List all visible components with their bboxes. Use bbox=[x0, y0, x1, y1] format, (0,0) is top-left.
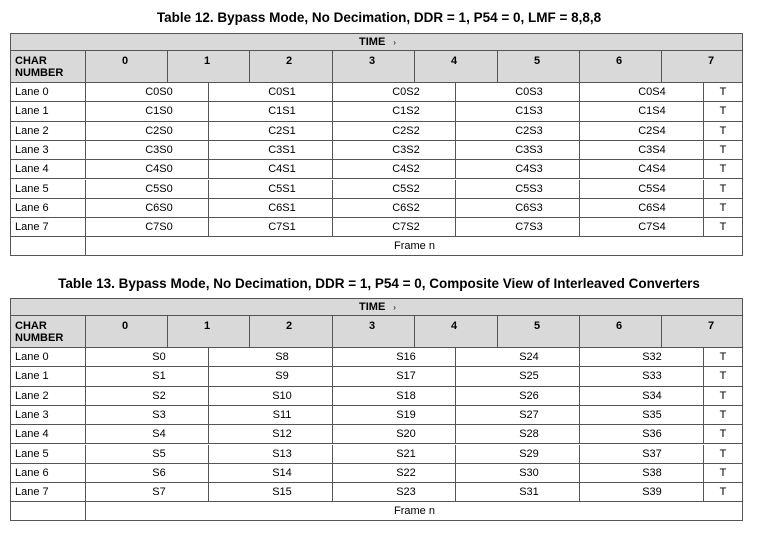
table-cell: T bbox=[719, 370, 727, 383]
lane-label: Lane 5 bbox=[15, 447, 49, 460]
frame-footer-row bbox=[10, 502, 743, 521]
column-header-6: 6 bbox=[616, 55, 623, 67]
table-row bbox=[10, 483, 743, 502]
lane-label: Lane 4 bbox=[15, 163, 49, 176]
table-row bbox=[10, 367, 743, 386]
column-header-2: 2 bbox=[286, 320, 293, 332]
table-cell: S26 bbox=[519, 389, 539, 402]
table-cell: S17 bbox=[396, 370, 416, 383]
char-label: CHAR bbox=[15, 319, 47, 332]
table-row bbox=[10, 348, 743, 367]
lane-label: Lane 3 bbox=[15, 409, 49, 422]
table-cell: S19 bbox=[396, 409, 416, 422]
table-cell: S21 bbox=[396, 447, 416, 460]
table-cell: S12 bbox=[272, 428, 292, 441]
lane-label: Lane 0 bbox=[15, 86, 49, 99]
table-cell: T bbox=[719, 182, 727, 195]
column-header-row bbox=[10, 316, 743, 348]
table-cell: T bbox=[719, 105, 727, 118]
table-row bbox=[10, 406, 743, 425]
time-arrow-icon: › bbox=[393, 302, 396, 312]
column-header-row bbox=[10, 51, 743, 83]
table-cell: S38 bbox=[642, 466, 662, 479]
number-label: NUMBER bbox=[15, 66, 64, 79]
char-label: CHAR bbox=[15, 54, 47, 67]
table-cell: C5S2 bbox=[392, 182, 420, 195]
table-cell: T bbox=[719, 486, 727, 499]
table-cell: C1S2 bbox=[392, 105, 420, 118]
table-cell: T bbox=[719, 124, 727, 137]
table-cell: S23 bbox=[396, 486, 416, 499]
table-cell: S8 bbox=[275, 351, 289, 364]
table-12-title: Table 12. Bypass Mode, No Decimation, DDR = 1, P54 = 0, LMF = 8,8,8 bbox=[156, 10, 602, 25]
lane-label: Lane 2 bbox=[15, 124, 49, 137]
table-cell: S20 bbox=[396, 428, 416, 441]
column-header-7: 7 bbox=[708, 320, 715, 332]
table-cell: T bbox=[719, 201, 727, 214]
table-cell: C4S4 bbox=[638, 163, 666, 176]
column-header-3: 3 bbox=[369, 320, 376, 332]
table-cell: S18 bbox=[396, 389, 416, 402]
column-header-5: 5 bbox=[534, 55, 541, 67]
table-cell: C1S3 bbox=[515, 105, 543, 118]
table-cell: C5S4 bbox=[638, 182, 666, 195]
table-cell: T bbox=[719, 144, 727, 157]
column-header-5: 5 bbox=[534, 320, 541, 332]
table-cell: C4S2 bbox=[392, 163, 420, 176]
lane-label: Lane 1 bbox=[15, 105, 49, 118]
time-header-row bbox=[10, 33, 743, 51]
column-header-7: 7 bbox=[708, 55, 715, 67]
table-cell: S13 bbox=[272, 447, 292, 460]
table-row bbox=[10, 445, 743, 464]
table-cell: S0 bbox=[152, 351, 166, 364]
lane-label: Lane 5 bbox=[15, 182, 49, 195]
table-row bbox=[10, 180, 743, 199]
table-cell: C4S0 bbox=[145, 163, 173, 176]
table-cell: S15 bbox=[272, 486, 292, 499]
table-cell: T bbox=[719, 221, 727, 234]
table-cell: C2S2 bbox=[392, 124, 420, 137]
table-cell: S24 bbox=[519, 351, 539, 364]
table-row bbox=[10, 83, 743, 102]
time-header bbox=[11, 299, 744, 315]
column-header-4: 4 bbox=[451, 55, 458, 67]
table-cell: C4S3 bbox=[515, 163, 543, 176]
time-label: TIME bbox=[359, 36, 386, 48]
table-cell: S6 bbox=[152, 466, 166, 479]
table-cell: C7S3 bbox=[515, 221, 543, 234]
table-cell: C1S0 bbox=[145, 105, 173, 118]
table-cell: S32 bbox=[642, 351, 662, 364]
table-cell: C0S4 bbox=[638, 86, 666, 99]
column-header-4: 4 bbox=[451, 320, 458, 332]
table-cell: T bbox=[719, 86, 727, 99]
lane-label: Lane 1 bbox=[15, 370, 49, 383]
column-header-2: 2 bbox=[286, 55, 293, 67]
table-cell: C2S3 bbox=[515, 124, 543, 137]
lane-label: Lane 6 bbox=[15, 201, 49, 214]
column-header-3: 3 bbox=[369, 55, 376, 67]
table-cell: S37 bbox=[642, 447, 662, 460]
table-row bbox=[10, 122, 743, 141]
table-cell: S35 bbox=[642, 409, 662, 422]
table-cell: C3S3 bbox=[515, 144, 543, 157]
frame-footer-row bbox=[10, 237, 743, 256]
table-cell: T bbox=[719, 447, 727, 460]
table-row bbox=[10, 464, 743, 483]
table-cell: C7S4 bbox=[638, 221, 666, 234]
time-arrow-icon: › bbox=[393, 37, 396, 47]
lane-label: Lane 0 bbox=[15, 351, 49, 364]
lane-label: Lane 2 bbox=[15, 389, 49, 402]
table-cell: S3 bbox=[152, 409, 166, 422]
table-cell: C0S3 bbox=[515, 86, 543, 99]
table-cell: C2S0 bbox=[145, 124, 173, 137]
time-header-row bbox=[10, 298, 743, 316]
table-cell: C3S0 bbox=[145, 144, 173, 157]
table-cell: S11 bbox=[272, 409, 292, 422]
table-cell: C3S4 bbox=[638, 144, 666, 157]
number-label: NUMBER bbox=[15, 331, 64, 344]
table-cell: S22 bbox=[396, 466, 416, 479]
column-header-1: 1 bbox=[204, 320, 211, 332]
column-header-6: 6 bbox=[616, 320, 623, 332]
table-cell: T bbox=[719, 163, 727, 176]
table-cell: C5S0 bbox=[145, 182, 173, 195]
table-cell: S29 bbox=[519, 447, 539, 460]
table-cell: C1S1 bbox=[268, 105, 296, 118]
table-cell: S14 bbox=[272, 466, 292, 479]
table-row bbox=[10, 102, 743, 121]
frame-label: Frame n bbox=[394, 240, 435, 253]
table-cell: S4 bbox=[152, 428, 166, 441]
table-cell: S1 bbox=[152, 370, 166, 383]
table-13-title: Table 13. Bypass Mode, No Decimation, DDR = 1, P54 = 0, Composite View of Interleaved Converters bbox=[58, 276, 700, 291]
table-cell: T bbox=[719, 389, 727, 402]
lane-label: Lane 7 bbox=[15, 486, 49, 499]
table-cell: S39 bbox=[642, 486, 662, 499]
table-cell: C6S3 bbox=[515, 201, 543, 214]
table-cell: C6S1 bbox=[268, 201, 296, 214]
table-cell: S7 bbox=[152, 486, 166, 499]
table-row bbox=[10, 387, 743, 406]
lane-label: Lane 4 bbox=[15, 428, 49, 441]
table-cell: T bbox=[719, 409, 727, 422]
table-row bbox=[10, 218, 743, 237]
lane-label: Lane 6 bbox=[15, 466, 49, 479]
table-cell: C3S1 bbox=[268, 144, 296, 157]
table-row bbox=[10, 425, 743, 444]
table-row bbox=[10, 199, 743, 218]
table-cell: C5S1 bbox=[268, 182, 296, 195]
time-header bbox=[11, 34, 744, 50]
table-cell: S34 bbox=[642, 389, 662, 402]
table-cell: T bbox=[719, 466, 727, 479]
table-cell: C4S1 bbox=[268, 163, 296, 176]
table-cell: C6S0 bbox=[145, 201, 173, 214]
char-number-header bbox=[11, 316, 85, 347]
table-cell: S30 bbox=[519, 466, 539, 479]
table-cell: S10 bbox=[272, 389, 292, 402]
table-cell: C5S3 bbox=[515, 182, 543, 195]
frame-label: Frame n bbox=[394, 505, 435, 518]
table-cell: S5 bbox=[152, 447, 166, 460]
table-cell: S28 bbox=[519, 428, 539, 441]
table-row bbox=[10, 141, 743, 160]
table-cell: S25 bbox=[519, 370, 539, 383]
lane-label: Lane 7 bbox=[15, 221, 49, 234]
column-header-0: 0 bbox=[122, 55, 129, 67]
table-cell: C7S2 bbox=[392, 221, 420, 234]
table-cell: C0S0 bbox=[145, 86, 173, 99]
table-cell: S27 bbox=[519, 409, 539, 422]
table-cell: C6S4 bbox=[638, 201, 666, 214]
table-cell: S36 bbox=[642, 428, 662, 441]
column-header-0: 0 bbox=[122, 320, 129, 332]
table-cell: C7S1 bbox=[268, 221, 296, 234]
table-cell: C2S4 bbox=[638, 124, 666, 137]
table-cell: C1S4 bbox=[638, 105, 666, 118]
table-cell: S33 bbox=[642, 370, 662, 383]
table-cell: C0S1 bbox=[268, 86, 296, 99]
table-cell: T bbox=[719, 428, 727, 441]
table-cell: C3S2 bbox=[392, 144, 420, 157]
table-cell: C7S0 bbox=[145, 221, 173, 234]
table-cell: S9 bbox=[275, 370, 289, 383]
char-number-header bbox=[11, 51, 85, 82]
time-label: TIME bbox=[359, 301, 386, 313]
table-row bbox=[10, 160, 743, 179]
table-cell: S31 bbox=[519, 486, 539, 499]
table-cell: T bbox=[719, 351, 727, 364]
table-cell: S2 bbox=[152, 389, 166, 402]
lane-label: Lane 3 bbox=[15, 144, 49, 157]
table-cell: C6S2 bbox=[392, 201, 420, 214]
column-header-1: 1 bbox=[204, 55, 211, 67]
table-cell: S16 bbox=[396, 351, 416, 364]
table-cell: C2S1 bbox=[268, 124, 296, 137]
table-cell: C0S2 bbox=[392, 86, 420, 99]
